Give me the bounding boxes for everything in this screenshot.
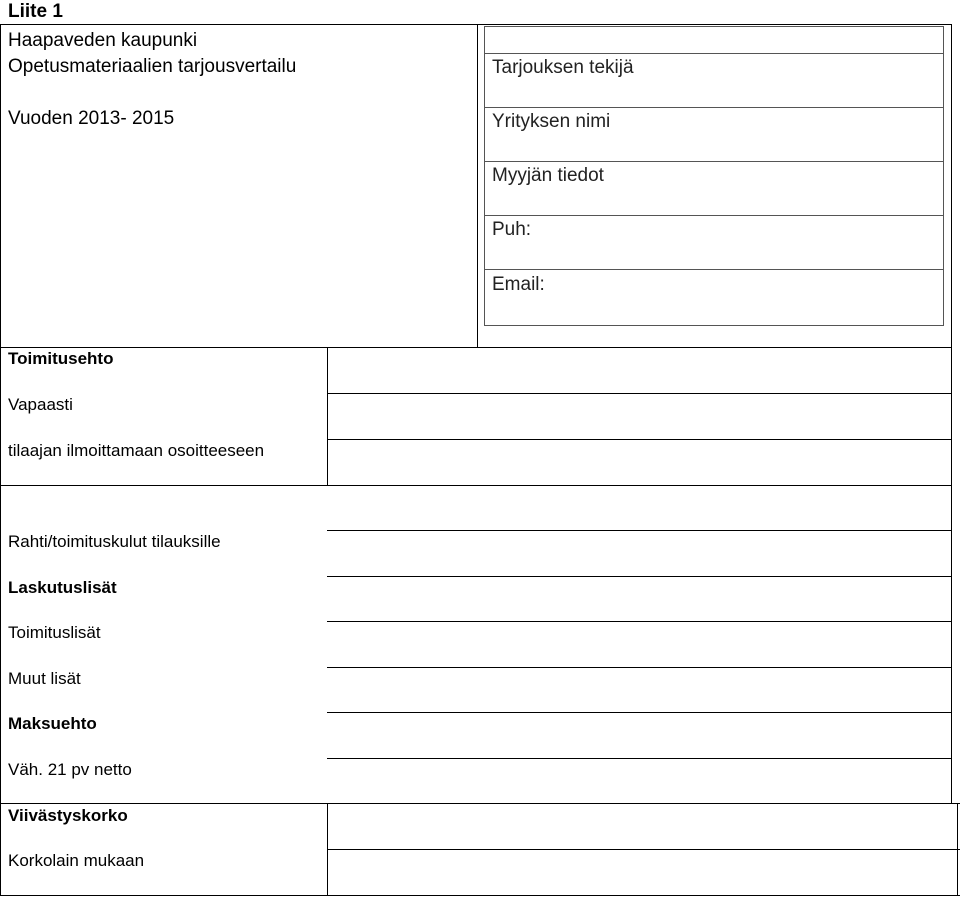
grid-line xyxy=(327,849,960,850)
invoicing-fees-heading: Laskutuslisät xyxy=(8,578,117,597)
grid-line xyxy=(0,24,952,25)
grid-line xyxy=(327,712,952,713)
grid-line xyxy=(477,24,478,348)
grid-line xyxy=(484,53,944,54)
municipality-name: Haapaveden kaupunki xyxy=(8,30,198,51)
grid-line xyxy=(327,439,952,440)
document-subject: Opetusmateriaalien tarjousvertailu xyxy=(8,56,297,77)
grid-line xyxy=(0,485,952,486)
grid-line xyxy=(327,667,952,668)
document-period: Vuoden 2013- 2015 xyxy=(8,108,175,129)
grid-line xyxy=(484,107,944,108)
bidder-label: Tarjouksen tekijä xyxy=(492,57,634,78)
seller-info-label: Myyjän tiedot xyxy=(492,165,604,186)
grid-line xyxy=(327,347,328,485)
grid-line xyxy=(327,621,952,622)
grid-line xyxy=(327,576,952,577)
other-fees-label: Muut lisät xyxy=(8,669,81,688)
grid-line xyxy=(484,26,944,27)
delivery-fees-label: Toimituslisät xyxy=(8,623,101,642)
grid-line xyxy=(0,803,960,804)
delivery-terms-value: Vapaasti xyxy=(8,395,73,414)
grid-line xyxy=(484,269,944,270)
delivery-address-text: tilaajan ilmoittamaan osoitteeseen xyxy=(8,441,265,460)
grid-line xyxy=(951,24,952,804)
grid-line xyxy=(957,803,958,896)
late-interest-value: Korkolain mukaan xyxy=(8,851,145,870)
payment-terms-value: Väh. 21 pv netto xyxy=(8,760,132,779)
grid-line xyxy=(484,161,944,162)
freight-costs-label: Rahti/toimituskulut tilauksille xyxy=(8,532,221,551)
delivery-terms-heading: Toimitusehto xyxy=(8,349,114,368)
grid-line xyxy=(943,26,944,325)
company-name-label: Yrityksen nimi xyxy=(492,111,611,132)
grid-line xyxy=(0,895,960,896)
grid-line xyxy=(0,347,952,348)
grid-line xyxy=(327,758,952,759)
payment-terms-heading: Maksuehto xyxy=(8,714,97,733)
grid-line xyxy=(327,393,952,394)
grid-line xyxy=(484,26,485,325)
email-label: Email: xyxy=(492,274,545,295)
document-title: Liite 1 xyxy=(8,1,63,22)
grid-line xyxy=(0,24,1,896)
grid-line xyxy=(484,325,944,326)
phone-label: Puh: xyxy=(492,219,532,240)
grid-line xyxy=(484,215,944,216)
late-interest-heading: Viivästyskorko xyxy=(8,806,128,825)
grid-line xyxy=(327,530,952,531)
